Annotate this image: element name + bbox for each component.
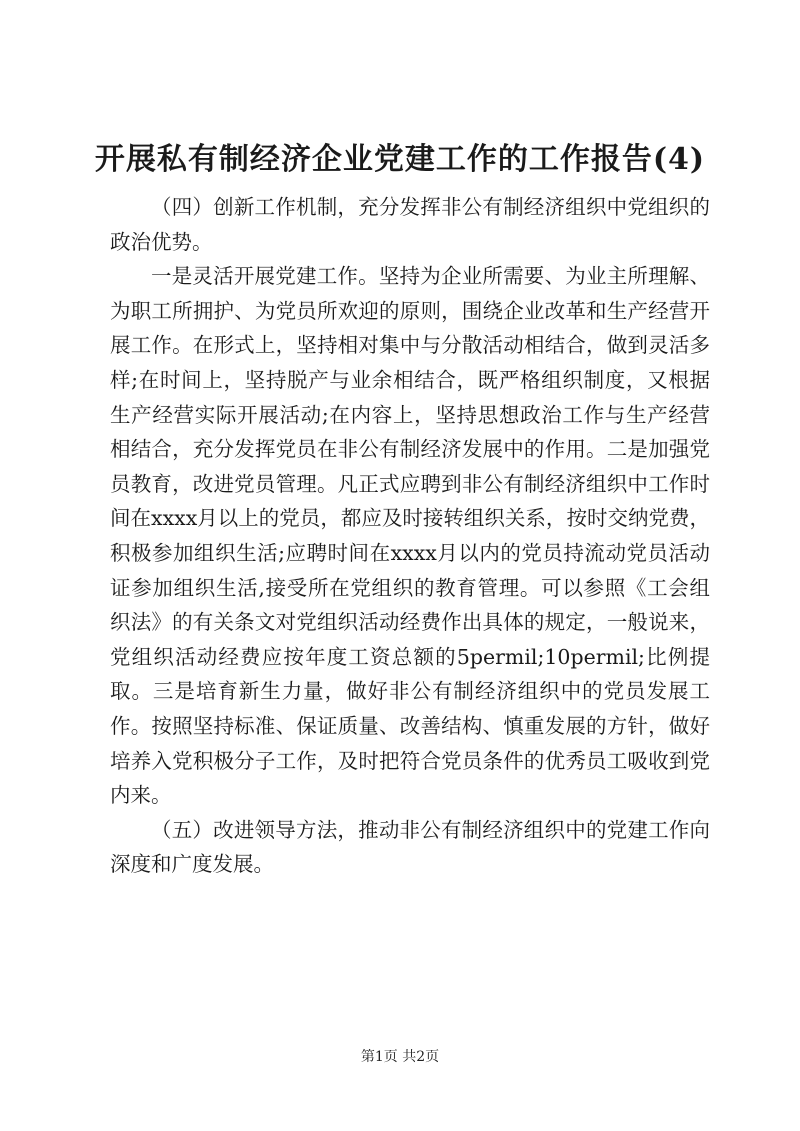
document-title: 开展私有制经济企业党建工作的工作报告(4) [94,142,706,177]
paragraph-section-four-body: 一是灵活开展党建工作。坚持为企业所需要、为业主所理解、为职工所拥护、为党员所欢迎的原则，围绕企业改革和生产经营开展工作。在形式上，坚持相对集中与分散活动相结合，做到灵活多样;在时间上，坚持脱产与业余相结合，既严格组织制度，又根据生产经营实际开展活动;在内容上，坚持思想政治工作与生产经营相结合，充分发挥党员在非公有制经济发展中的作用。二是加强党员教育，改进党员管理。凡正式应聘到非公有制经济组织中工作时间在xxxx月以上的党员，都应及时接转组织关系，按时交纳党费，积极参加组织生活;应聘时间在xxxx月以内的党员持流动党员活动证参加组织生活,接受所在党组织的教育管理。可以参照《工会组织法》的有关条文对党组织活动经费作出具体的规定，一般说来，党组织活动经费应按年度工资总额的5permil;10permil;比例提取。三是培育新生力量，做好非公有制经济组织中的党员发展工作。按照坚持标准、保证质量、改善结构、慎重发展的方针，做好培养入党积极分子工作，及时把符合党员条件的优秀员工吸收到党内来。 [110,264,710,808]
page-number-footer: 第1页 共2页 [360,1049,440,1065]
document-body [110,190,710,882]
paragraph-section-five-heading: （五）改进领导方法，推动非公有制经济组织中的党建工作向深度和广度发展。 [110,817,710,877]
paragraph-section-four-heading: （四）创新工作机制，充分发挥非公有制经济组织中党组织的政治优势。 [110,195,710,254]
